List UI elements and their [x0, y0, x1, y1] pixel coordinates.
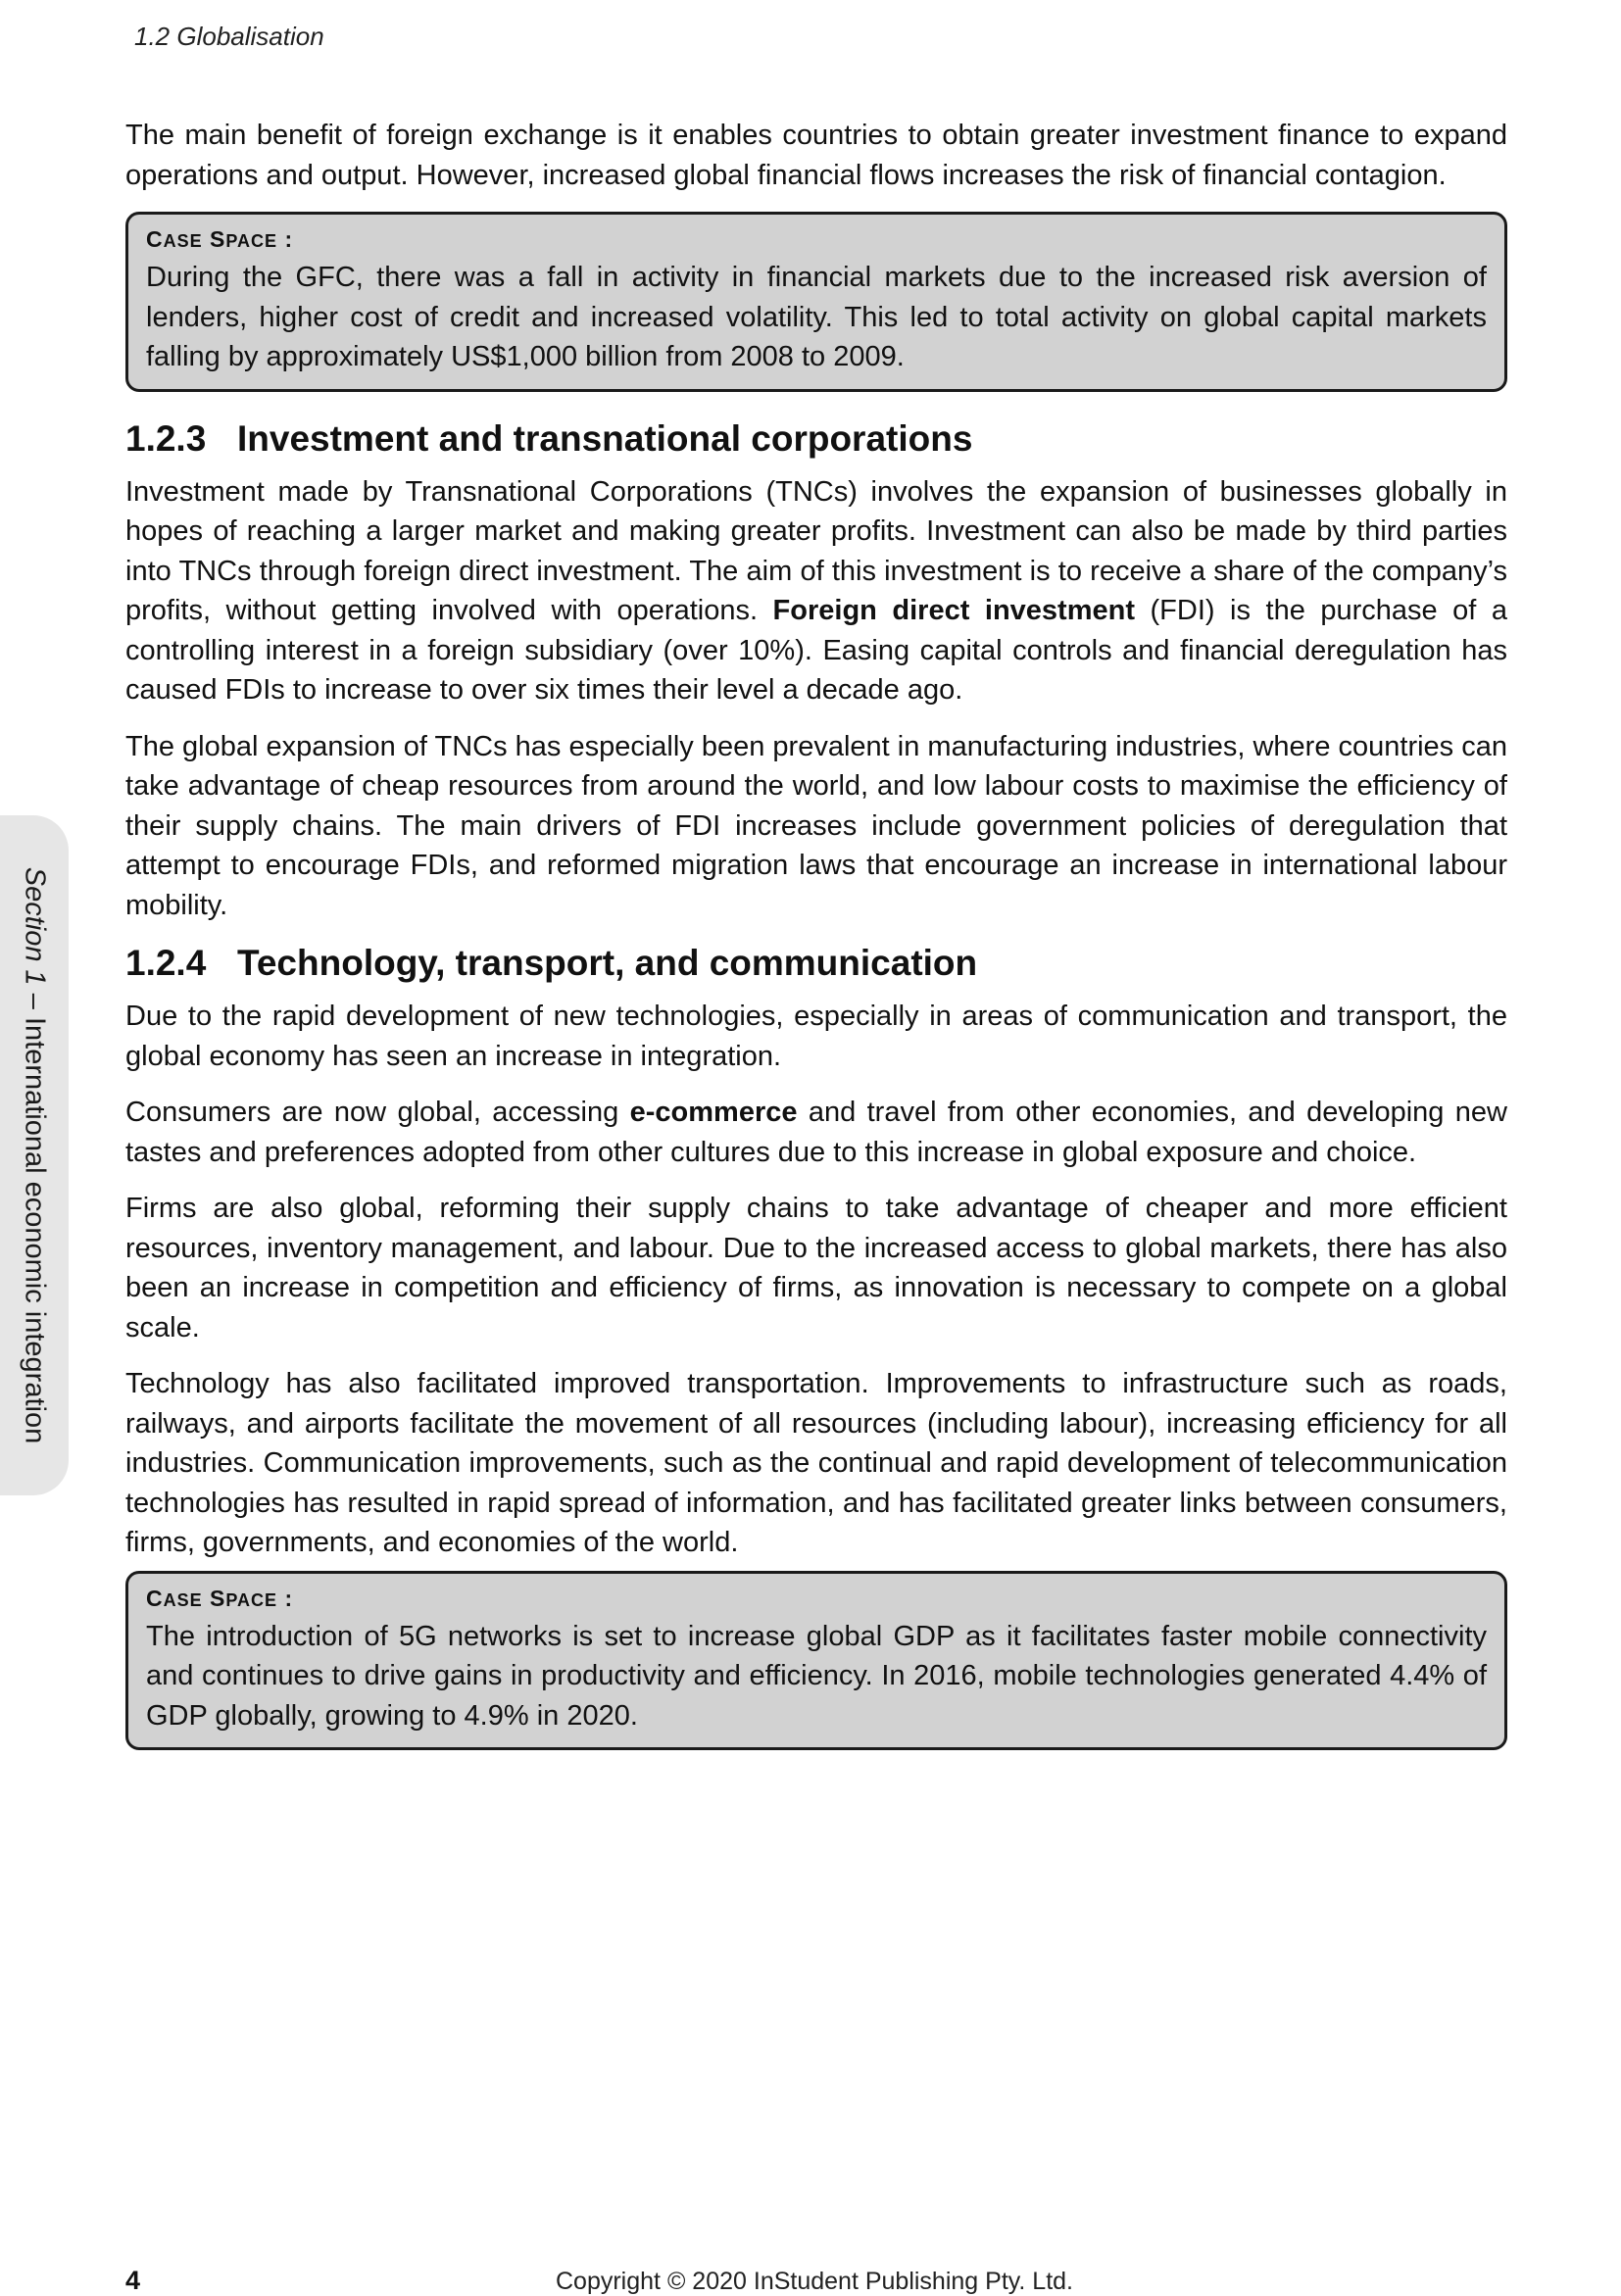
intro-paragraph: The main benefit of foreign exchange is it enables countries to obtain greater investment finance to expand operations and output. However, increased global financial flows increases the risk of financial contagion. — [125, 120, 1507, 191]
case-space-box-5g — [125, 1571, 1507, 1751]
heading-title: Investment and transnational corporations — [237, 417, 973, 459]
heading-title: Technology, transport, and communication — [237, 943, 978, 983]
case-space-label — [146, 224, 1487, 256]
case-label-ase: ASE — [163, 1589, 203, 1610]
tnc-p1-text-a: Investment made by Transnational Corporations (TNCs) involves the expansion of businesses globally in hopes of reaching a larger market and making greater profits. Investment can also be made by third parties into TNCs through foreign direct investment. The aim of this investment is to receive a share of the company’s profits, without getting involved with operations. — [125, 475, 1507, 626]
case-space-text-5g: The introduction of 5G networks is set to increase global GDP as it facilitates faster mobile connectivity and continues to drive gains in productivity and efficiency. In 2016, mobile technologies generated 4.4% of GDP globally, growing to 4.9% in 2020. — [146, 1620, 1487, 1732]
tech-p2-text-a: Consumers are now global, accessing — [125, 1097, 630, 1128]
side-tab-topic: International economic integration — [19, 1016, 51, 1444]
case-space-box-gfc — [125, 212, 1507, 392]
case-label-pace: PACE — [225, 231, 278, 251]
fdi-term: Foreign direct investment — [772, 595, 1135, 626]
case-label-pace: PACE — [225, 1589, 278, 1610]
case-label-ase: ASE — [163, 231, 203, 251]
tnc-paragraph-1 — [125, 472, 1507, 710]
case-label-colon: : — [277, 1585, 294, 1611]
case-label-s: S — [210, 1585, 226, 1611]
section-side-tab — [0, 815, 69, 1495]
case-label-s: S — [210, 226, 226, 252]
running-header: 1.2 Globalisation — [134, 22, 324, 51]
tnc-paragraph-2: The global expansion of TNCs has especially been prevalent in manufacturing industries, where countries can take advantage of cheap resources from around the world, and low labour costs to maximise the efficiency of their supply chains. The main drivers of FDI increases include government policies of deregulation that attempt to encourage FDIs, and reformed migration laws that encourage an increase in international labour mobility. — [125, 730, 1507, 921]
case-space-label — [146, 1584, 1487, 1615]
tech-p2-text-b: and travel from other economies, and developing new tastes and preferences adopted from other cultures due to this increase in global exposure and choice. — [125, 1097, 1507, 1168]
case-space-text-gfc: During the GFC, there was a fall in activity in financial markets due to the increased risk aversion of lenders, higher cost of credit and increased volatility. This led to total activity on global capital markets falling by approximately US$1,000 billion from 2008 to 2009. — [146, 262, 1487, 372]
heading-number: 1.2.3 — [125, 417, 207, 459]
page-number: 4 — [125, 2266, 141, 2295]
tech-paragraph-2 — [125, 1093, 1507, 1172]
case-label-colon: : — [277, 226, 294, 252]
heading-number: 1.2.4 — [125, 943, 207, 983]
copyright-notice: Copyright © 2020 InStudent Publishing Pty. Ltd. — [556, 2268, 1074, 2295]
case-label-c: C — [146, 1585, 164, 1611]
tech-paragraph-1: Due to the rapid development of new technologies, especially in areas of communication and transport, the global economy has seen an increase in integration. — [125, 1001, 1507, 1072]
tech-paragraph-3: Firms are also global, reforming their supply chains to take advantage of cheaper and more efficient resources, inventory management, and labour. Due to the increased access to global markets, there has also been an increase in competition and efficiency of firms, as innovation is necessary to compete on a global scale. — [125, 1193, 1507, 1343]
side-tab-separator: – — [19, 985, 51, 1017]
side-tab-label — [19, 867, 51, 1443]
tech-paragraph-4: Technology has also facilitated improved transportation. Improvements to infrastructure such as roads, railways, and airports facilitate the movement of all resources (including labour), increasing efficiency for all industries. Communication improvements, such as the continual and rapid development of telecommunication technologies has resulted in rapid spread of information, and has facilitated greater links between consumers, firms, governments, and economies of the world. — [125, 1368, 1507, 1558]
heading-1-2-3 — [125, 417, 1507, 461]
case-label-c: C — [146, 226, 164, 252]
page-content — [125, 116, 1507, 1776]
side-tab-section: Section 1 — [19, 866, 51, 986]
ecommerce-term: e-commerce — [629, 1097, 798, 1128]
heading-1-2-4 — [125, 942, 1507, 985]
tnc-p1-text-b: (FDI) is the purchase of a controlling interest in a foreign subsidiary (over 10%). Easing capital controls and financial deregulation has caused FDIs to increase to over six times their level a decade ago. — [125, 595, 1507, 706]
